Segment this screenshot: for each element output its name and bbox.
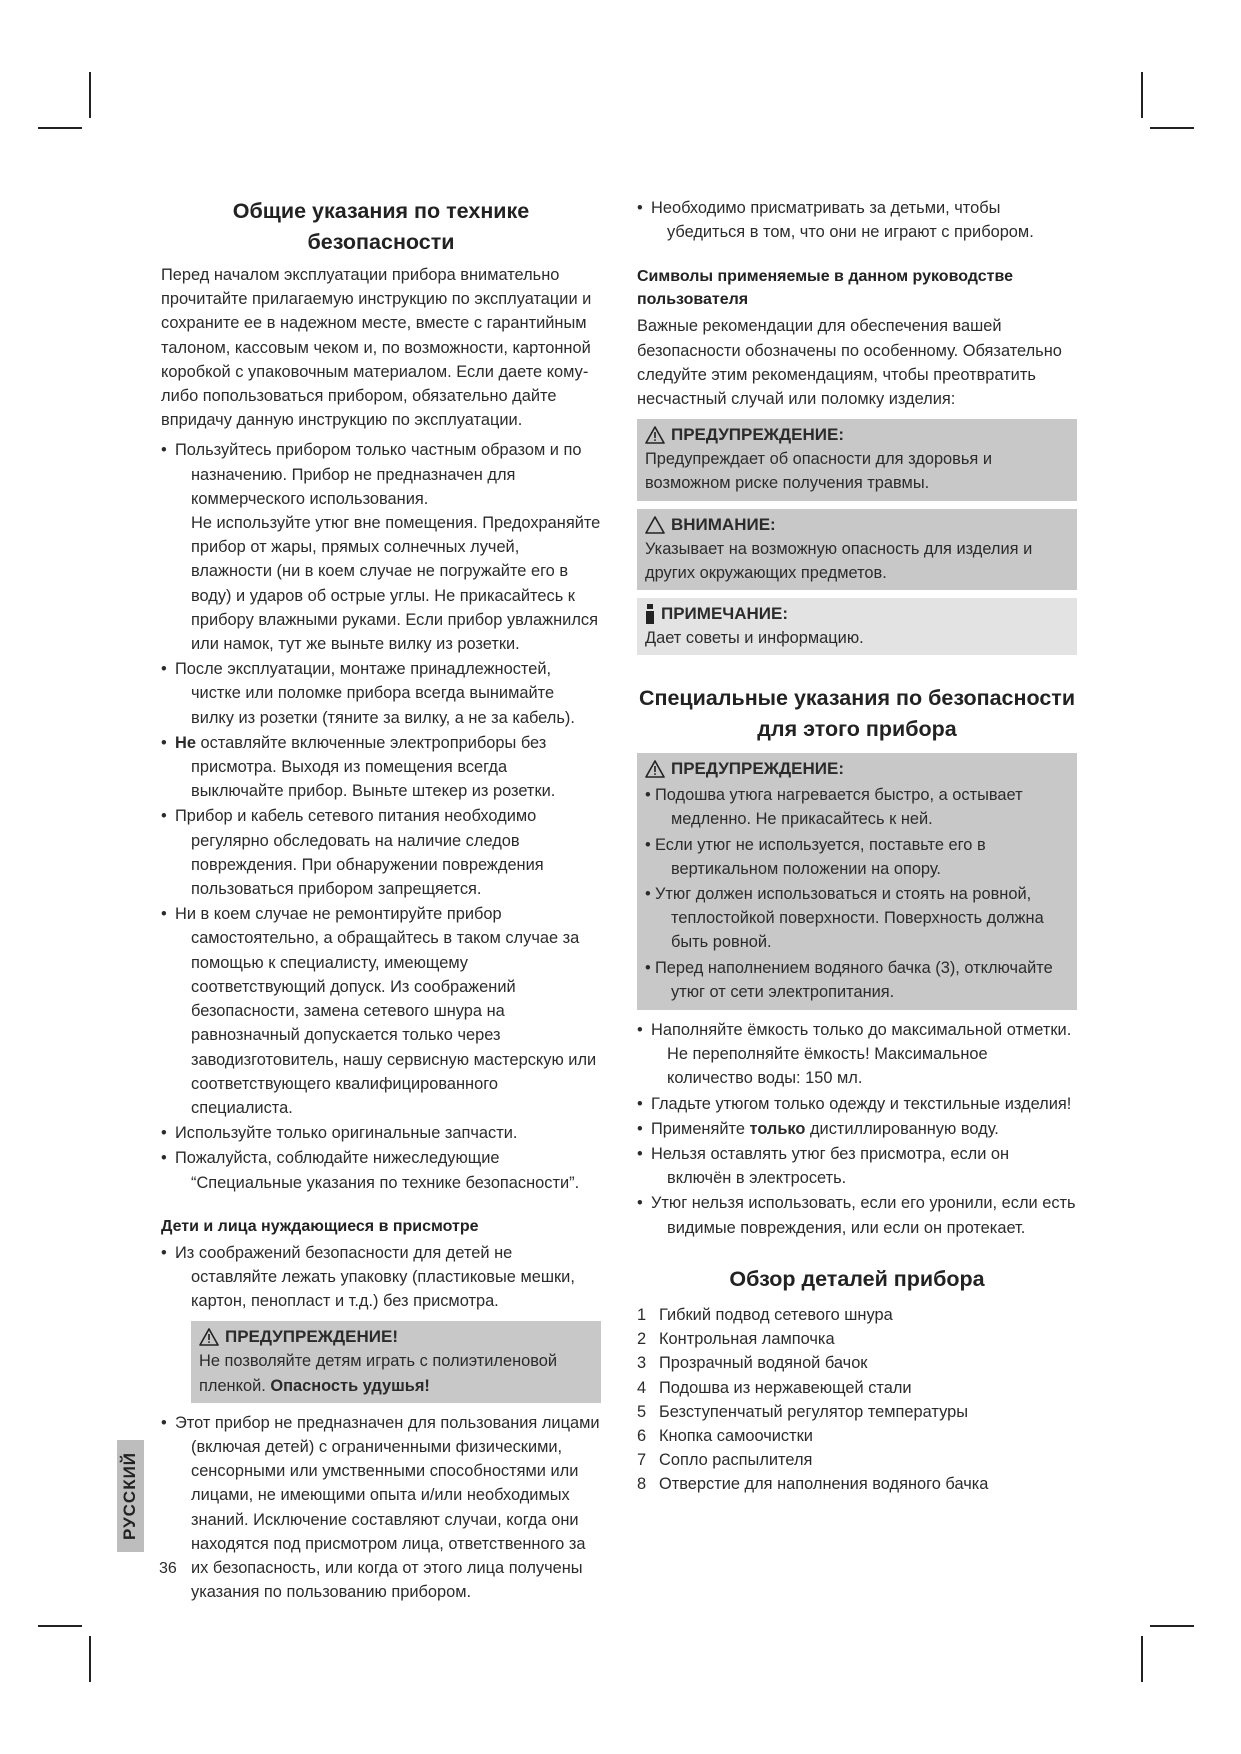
bullet: • — [637, 1145, 643, 1164]
list-item — [637, 1191, 1077, 1239]
crop-mark — [89, 72, 91, 118]
list-item — [645, 956, 1069, 1004]
list-item — [637, 196, 1077, 244]
bullet: • — [637, 199, 643, 217]
symbols-section-title: Символы применяемые в данном руководстве пользователя — [637, 268, 1013, 309]
list-item-text: Необходимо присматривать за детьми, чтобы убедиться в том, что они не играют с прибором. — [651, 199, 1034, 242]
parts-list-item — [637, 1400, 1077, 1424]
part-number: 2 — [637, 1330, 647, 1349]
list-item — [637, 1092, 1077, 1116]
part-number: 7 — [637, 1451, 647, 1470]
list-item-text: Утюг должен использоваться и стоять на ровной, теплостойкой поверхности. Поверхность должна быть ровной. — [655, 885, 1044, 952]
bullet: • — [161, 905, 167, 924]
bullet: • — [645, 885, 651, 904]
bullet: • — [161, 660, 167, 679]
bullet: • — [645, 835, 651, 854]
warning-bold-tail: Опасность удушья! — [270, 1376, 430, 1395]
children-warning-box — [191, 1321, 601, 1402]
part-number: 4 — [637, 1378, 647, 1397]
warning-triangle-icon — [199, 1328, 219, 1346]
bullet: • — [161, 1243, 167, 1262]
part-number: 5 — [637, 1402, 647, 1421]
list-item-text: Используйте только оригинальные запчасти. — [175, 1124, 518, 1143]
part-number: 6 — [637, 1426, 647, 1445]
part-label: Кнопка самоочистки — [659, 1426, 813, 1445]
part-label: Прозрачный водяной бачок — [659, 1354, 868, 1373]
part-label: Сопло распылителя — [659, 1451, 813, 1470]
crop-mark — [1150, 127, 1194, 129]
children-supervision-list — [637, 196, 1077, 244]
special-warning-box — [637, 753, 1077, 1010]
children-list — [161, 1241, 601, 1314]
list-item-text: Подошва утюга нагревается быстро, а остывает медленно. Не прикасайтесь к ней. — [655, 786, 1023, 829]
bullet: • — [161, 1413, 167, 1432]
list-item-text: Ни в коем случае не ремонтируйте прибор самостоятельно, а обращайтесь в таком случае за помощью к специалисту, имеющему соответствующий допуск. Из соображений безопасности, замена сетевого шнура на равнозначный допускается только через заводизготовитель, нашу сервисную мастерскую или соответствующего квалифицированного специалиста. — [175, 905, 597, 1117]
parts-list — [637, 1303, 1077, 1497]
info-icon — [645, 604, 655, 624]
special-safety-title-line: Специальные указания по безопасности — [638, 686, 1076, 711]
bullet: • — [637, 1119, 643, 1138]
symbol-box-heading-text: ПРИМЕЧАНИЕ: — [661, 604, 788, 624]
list-item-text: Из соображений безопасности для детей не оставляйте лежать упаковку (пластиковые мешки, картон, пенопласт и т.д.) без присмотра. — [175, 1243, 575, 1311]
list-item — [161, 1411, 601, 1605]
language-tab-label: РУССКИЙ — [120, 1451, 140, 1541]
list-item-text: Если утюг не используется, поставьте его в вертикальном положении на опору. — [655, 835, 986, 878]
part-label: Контрольная лампочка — [659, 1330, 835, 1349]
list-item-text: Пожалуйста, соблюдайте нижеследующие “Специальные указания по технике безопасности”. — [175, 1149, 580, 1192]
right-column — [637, 196, 1077, 1497]
part-number: 1 — [637, 1305, 647, 1324]
warning-heading — [199, 1325, 593, 1349]
part-label: Гибкий подвод сетевого шнура — [659, 1305, 893, 1324]
list-item-text: Этот прибор не предназначен для пользования лицами (включая детей) с ограниченными физическими, сенсорными или умственными способностями или лицами, не имеющими опыта и/или необходимых знаний. Исключение составляют случаи, когда они находятся под присмотром лица, ответственного за их безопасность, или когда от этого лица получены указания по пользованию прибором. — [175, 1413, 600, 1602]
list-item — [161, 731, 601, 804]
symbol-box-warning — [637, 419, 1077, 500]
list-item — [161, 657, 601, 730]
symbol-box-note — [637, 598, 1077, 655]
list-item — [161, 1241, 601, 1314]
list-item — [637, 1117, 1077, 1141]
bold-lead: Не — [175, 733, 196, 752]
list-item — [161, 1121, 601, 1145]
list-item — [637, 1018, 1077, 1091]
part-number: 8 — [637, 1475, 647, 1494]
general-safety-title: Общие указания по технике безопасности — [232, 199, 530, 254]
list-item-text: Применяйте — [651, 1119, 750, 1138]
symbol-box-heading-text: ВНИМАНИЕ: — [671, 514, 776, 534]
symbols-intro: Важные рекомендации для обеспечения вашей безопасности обозначены по особенному. Обязательно следуйте этим рекомендациям, чтобы преотвратить несчастный случай или поломку изделия: — [637, 317, 1062, 409]
list-item-text: Прибор и кабель сетевого питания необходимо регулярно обследовать на наличие следов повреждения. При обнаружении повреждения пользоваться прибором запрещяется. — [175, 807, 544, 899]
symbol-box-text: Дает советы и информацию. — [645, 629, 864, 648]
bullet: • — [161, 807, 167, 826]
list-item-text: Гладьте утюгом только одежду и текстильные изделия! — [651, 1094, 1072, 1113]
parts-list-item — [637, 1448, 1077, 1472]
list-item — [637, 1142, 1077, 1190]
list-item — [645, 783, 1069, 831]
warning-heading — [645, 757, 1069, 781]
list-item-text: Нельзя оставлять утюг без присмотра, если он включён в электросеть. — [651, 1145, 1010, 1188]
crop-mark — [1141, 1636, 1143, 1682]
bullet: • — [161, 441, 167, 460]
list-item-text: После эксплуатации, монтаже принадлежностей, чистке или поломке прибора всегда вынимайте вилку из розетки (тяните за вилку, а не за кабель). — [175, 660, 575, 727]
bullet: • — [161, 733, 167, 752]
parts-list-item — [637, 1327, 1077, 1351]
warning-heading-text: ПРЕДУПРЕЖДЕНИЕ: — [671, 759, 844, 779]
warning-triangle-icon — [645, 426, 665, 444]
children-list-continued — [161, 1411, 601, 1605]
symbol-box-heading — [645, 423, 1069, 447]
left-column — [161, 196, 601, 1605]
list-item — [161, 438, 601, 656]
list-item-text: Утюг нельзя использовать, если его уронили, если есть видимые повреждения, или если он протекает. — [651, 1194, 1076, 1237]
bullet: • — [637, 1194, 643, 1213]
parts-list-item — [637, 1351, 1077, 1375]
list-item — [161, 804, 601, 901]
general-safety-list — [161, 438, 601, 1194]
special-safety-title — [637, 683, 1077, 745]
warning-heading-text: ПРЕДУПРЕЖДЕНИЕ! — [225, 1327, 398, 1347]
list-item-text: оставляйте включенные электроприборы без присмотра. Выходя из помещения всегда выключайте прибор. Выньте штекер из розетки. — [191, 733, 556, 801]
list-item-text: Перед наполнением водяного бачка (3), отключайте утюг от сети электропитания. — [655, 958, 1053, 1001]
list-item — [161, 1146, 601, 1194]
crop-mark — [1150, 1625, 1194, 1627]
special-safety-title-line: для этого прибора — [757, 717, 957, 742]
special-warning-list — [645, 783, 1069, 1004]
children-section-title: Дети и лица нуждающиеся в присмотре — [161, 1217, 479, 1235]
part-label: Отверстие для наполнения водяного бачка — [659, 1475, 989, 1494]
symbol-box-text: Указывает на возможную опасность для изделия и других окружающих предметов. — [645, 539, 1033, 582]
list-item-text-continued: Не используйте утюг вне помещения. Предохраняйте прибор от жары, прямых солнечных лучей, влажности (ни в коем случае не погружайте его в воду) и ударов об острые углы. Не прикасайтесь к прибору влажными руками. Если прибор увлажнился или намок, тут же выньте вилку из розетки. — [191, 514, 601, 654]
warning-text: Не позволяйте детям играть с полиэтиленовой пленкой. Опасность удушья! — [199, 1352, 558, 1395]
symbol-box-caution — [637, 509, 1077, 590]
list-item-text: Пользуйтесь прибором только частным образом и по назначению. Прибор не предназначен для коммерческого использования. — [175, 441, 582, 508]
language-tab — [117, 1440, 144, 1552]
part-label: Подошва из нержавеющей стали — [659, 1378, 912, 1397]
list-item — [161, 902, 601, 1120]
part-label: Безступенчатый регулятор температуры — [659, 1402, 969, 1421]
caution-triangle-icon — [645, 516, 665, 534]
page-number: 36 — [159, 1560, 177, 1577]
part-number: 3 — [637, 1354, 647, 1373]
intro-paragraph: Перед началом эксплуатации прибора внимательно прочитайте прилагаемую инструкцию по эксплуатации и сохраните ее в надежном месте, вместе с гарантийным талоном, кассовым чеком и, по возможности, картонной коробкой с упаковочным материалом. Если даете кому-либо попользоваться прибором, обязательно дайте впридачу данную инструкцию по эксплуатации. — [161, 266, 592, 430]
bullet: • — [637, 1094, 643, 1113]
bullet: • — [637, 1021, 643, 1040]
parts-overview-title: Обзор деталей прибора — [729, 1266, 985, 1291]
list-item-text: Наполняйте ёмкость только до максимальной отметки. Не переполняйте ёмкость! Максимальное количество воды: 150 мл. — [651, 1021, 1072, 1088]
list-item-text: дистиллированную воду. — [805, 1119, 999, 1138]
parts-list-item — [637, 1303, 1077, 1327]
bullet: • — [161, 1149, 167, 1168]
crop-mark — [38, 1625, 82, 1627]
bullet: • — [645, 786, 651, 805]
symbol-box-heading-text: ПРЕДУПРЕЖДЕНИЕ: — [671, 425, 844, 445]
warning-triangle-icon — [645, 760, 665, 778]
parts-list-item — [637, 1376, 1077, 1400]
symbol-box-heading — [645, 513, 1069, 537]
list-item — [645, 833, 1069, 881]
symbol-box-text: Предупреждает об опасности для здоровья и возможном риске получения травмы. — [645, 450, 993, 493]
crop-mark — [1141, 72, 1143, 118]
symbol-box-heading — [645, 602, 1069, 626]
bold-emphasis: только — [749, 1119, 806, 1138]
list-item — [645, 882, 1069, 955]
bullet: • — [645, 958, 651, 977]
parts-list-item — [637, 1424, 1077, 1448]
special-safety-list — [637, 1018, 1077, 1240]
bullet: • — [161, 1124, 167, 1143]
crop-mark — [89, 1636, 91, 1682]
parts-list-item — [637, 1472, 1077, 1496]
crop-mark — [38, 127, 82, 129]
